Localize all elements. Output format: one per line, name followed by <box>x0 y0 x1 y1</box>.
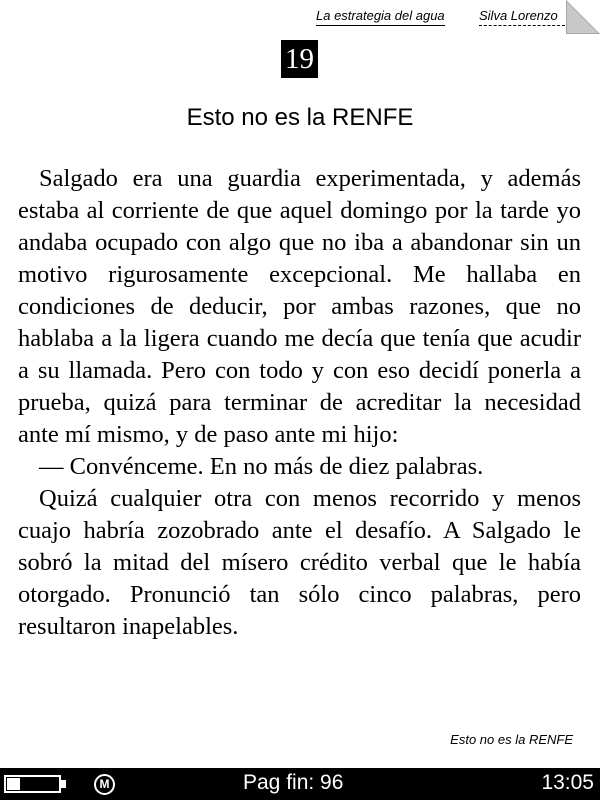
book-title: La estrategia del agua <box>316 8 445 26</box>
running-footer: Esto no es la RENFE <box>450 732 573 747</box>
battery-icon <box>4 775 66 793</box>
bookmark-corner-icon[interactable] <box>566 0 600 34</box>
running-header <box>0 4 600 32</box>
chapter-title: Esto no es la RENFE <box>186 104 414 131</box>
menu-icon[interactable]: M <box>94 774 115 795</box>
status-bar <box>0 768 600 800</box>
author-name: Silva Lorenzo <box>479 8 565 26</box>
page-info: Pag fin: 96 <box>243 771 344 794</box>
paragraph: Salgado era una guardia experimentada, y además estaba al corriente de que aquel domingo por la tarde yo andaba ocupado con algo que no iba a abandonar sin un motivo rigurosamente excepcional. Me hallaba en condiciones de deducir, por ambas razones, que no hablaba a la ligera cuando me decía que tenía que acudir a su llamada. Pero con todo y con eso decidí ponerla a prueba, quizá para terminar de acreditar la necesidad ante mí mismo, y de paso ante mi hijo: <box>18 165 581 448</box>
paragraph: — Convénceme. En no más de diez palabras. <box>39 453 484 480</box>
chapter-number: 19 <box>281 40 318 78</box>
clock: 13:05 <box>541 771 594 794</box>
page-body <box>18 163 581 643</box>
paragraph: Quizá cualquier otra con menos recorrido y menos cuajo habría zozobrado ante el desafío. A Salgado le sobró la mitad del mísero crédito verbal que le había otorgado. Pronunció tan sólo cinco palabras, pero resultaron inapelables. <box>18 485 581 640</box>
battery-level-fill <box>7 778 20 790</box>
